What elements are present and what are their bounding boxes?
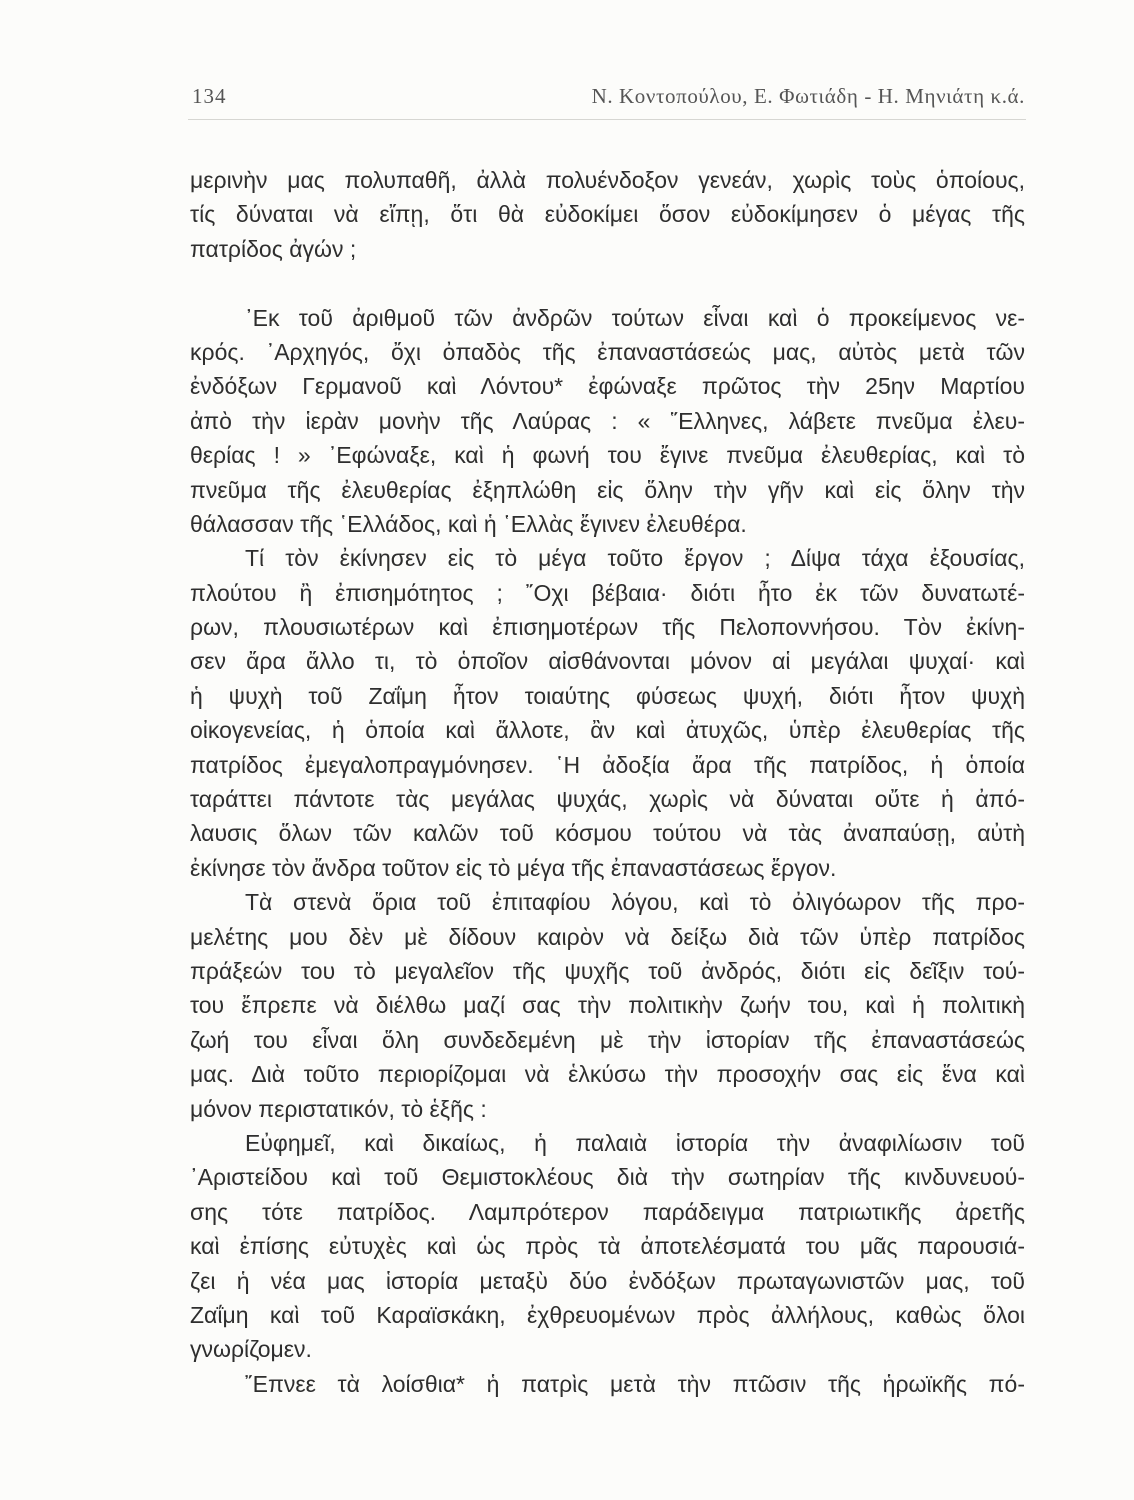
running-head: Ν. Κοντοπούλου, Ε. Φωτιάδη - Η. Μηνιάτη κ.ά. [591,84,1025,108]
paragraph [190,885,1025,1126]
text-line: πράξεών του τὸ μεγαλεῖον τῆς ψυχῆς τοῦ ἀνδρός, διότι εἰς δεῖξιν τού- [190,957,1025,984]
text-line: Ζαΐμη καὶ τοῦ Καραϊσκάκη, ἐχθρευομένων πρὸς ἀλλήλους, καθὼς ὅλοι [190,1301,1025,1328]
text-line: ᾿Αριστείδου καὶ τοῦ Θεμιστοκλέους διὰ τὴν σωτηρίαν τῆς κινδυνευού- [190,1164,1025,1191]
text-line: κρός. ᾿Αρχηγός, ὄχι ὀπαδὸς τῆς ἐπαναστάσεώς μας, αὐτὸς μετὰ τῶν [190,338,1025,365]
paragraph [190,163,1025,266]
text-line: σεν ἄρα ἄλλο τι, τὸ ὁποῖον αἰσθάνονται μόνον αἱ μεγάλαι ψυχαί· καὶ [190,648,1025,675]
page-number: 134 [192,84,227,108]
text-line: μόνον περιστατικόν, τὸ ἑξῆς : [190,1095,487,1122]
text-line: πνεῦμα τῆς ἐλευθερίας ἐξηπλώθη εἰς ὅλην τὴν γῆν καὶ εἰς ὅλην τὴν [190,476,1025,503]
paragraph [190,541,1025,885]
text-line: λαυσις ὅλων τῶν καλῶν τοῦ κόσμου τούτου νὰ τὰς ἀναπαύσῃ, αὐτὴ [190,820,1025,847]
text-line: ζωή του εἶναι ὅλη συνδεδεμένη μὲ τὴν ἱστορίαν τῆς ἐπαναστάσεώς [190,1026,1025,1053]
text-line: ζει ἡ νέα μας ἱστορία μεταξὺ δύο ἐνδόξων πρωταγωνιστῶν μας, τοῦ [190,1267,1025,1294]
text-line: Τὰ στενὰ ὅρια τοῦ ἐπιταφίου λόγου, καὶ τὸ ὀλιγόωρον τῆς προ- [245,889,1025,916]
text-line: πατρίδος ἀγών ; [190,235,357,262]
paragraph [190,301,1025,542]
paragraph [190,1367,1025,1401]
text-line: οἰκογενείας, ἡ ὁποία καὶ ἄλλοτε, ἂν καὶ ἀτυχῶς, ὑπὲρ ἐλευθερίας τῆς [190,717,1025,744]
text-line: καὶ ἐπίσης εὐτυχὲς καὶ ὡς πρὸς τὰ ἀποτελέσματά του μᾶς παρουσιά- [190,1233,1025,1260]
text-line: του ἔπρεπε νὰ διέλθω μαζί σας τὴν πολιτικὴν ζωήν του, καὶ ἡ πολιτικὴ [190,992,1025,1019]
text-line: ἐνδόξων Γερμανοῦ καὶ Λόντου* ἐφώναξε πρῶτος τὴν 25ην Μαρτίου [190,373,1025,400]
header-rule [188,119,1026,120]
text-line: τίς δύναται νὰ εἴπῃ, ὅτι θὰ εὐδοκίμει ὅσον εὐδοκίμησεν ὁ μέγας τῆς [190,201,1025,228]
text-line: Εὐφημεῖ, καὶ δικαίως, ἡ παλαιὰ ἱστορία τὴν ἀναφιλίωσιν τοῦ [245,1129,1025,1156]
paragraph [190,1126,1025,1367]
text-line: μερινὴν μας πολυπαθῆ, ἀλλὰ πολυένδοξον γενεάν, χωρὶς τοὺς ὁποίους, [190,167,1025,193]
text-line: ἀπὸ τὴν ἱερὰν μονὴν τῆς Λαύρας : « ῞Ελληνες, λάβετε πνεῦμα ἐλευ- [190,407,1025,434]
text-line: μας. Διὰ τοῦτο περιορίζομαι νὰ ἑλκύσω τὴν προσοχήν σας εἰς ἕνα καὶ [190,1061,1025,1088]
text-line: ἡ ψυχὴ τοῦ Ζαΐμη ἦτον τοιαύτης φύσεως ψυχή, διότι ἦτον ψυχὴ [190,682,1025,709]
text-line: σης τότε πατρίδος. Λαμπρότερον παράδειγμα πατριωτικῆς ἀρετῆς [190,1198,1025,1225]
text-line: θάλασσαν τῆς ῾Ελλάδος, καὶ ἡ ῾Ελλὰς ἔγινεν ἐλευθέρα. [190,510,747,537]
text-line: ῎Επνεε τὰ λοίσθια* ἡ πατρὶς μετὰ τὴν πτῶσιν τῆς ἡρωϊκῆς πό- [245,1370,1025,1397]
text-line: γνωρίζομεν. [190,1336,312,1363]
text-line: Τί τὸν ἐκίνησεν εἰς τὸ μέγα τοῦτο ἔργον ; Δίψα τάχα ἐξουσίας, [245,545,1025,572]
text-line: θερίας ! » ᾿Εφώναξε, καὶ ἡ φωνή του ἔγινε πνεῦμα ἐλευθερίας, καὶ τὸ [190,442,1025,469]
text-line: ταράττει πάντοτε τὰς μεγάλας ψυχάς, χωρὶς νὰ δύναται οὔτε ἡ ἀπό- [190,786,1025,813]
page-header [190,82,1025,112]
text-line: ρων, πλουσιωτέρων καὶ ἐπισημοτέρων τῆς Πελοποννήσου. Τὸν ἐκίνη- [190,614,1025,641]
text-line: πλούτου ἢ ἐπισημότητος ; ῎Οχι βέβαια· διότι ἦτο ἐκ τῶν δυνατωτέ- [190,579,1025,606]
body-text [190,163,1025,1401]
text-line: πατρίδος ἐμεγαλοπραγμόνησεν. ῾Η ἀδοξία ἄρα τῆς πατρίδος, ἡ ὁποία [190,751,1025,778]
text-line: ᾿Εκ τοῦ ἀριθμοῦ τῶν ἀνδρῶν τούτων εἶναι καὶ ὁ προκείμενος νε- [245,304,1025,331]
text-line: ἐκίνησε τὸν ἄνδρα τοῦτον εἰς τὸ μέγα τῆς ἐπαναστάσεως ἔργον. [190,854,837,881]
text-line: μελέτης μου δὲν μὲ δίδουν καιρὸν νὰ δείξω διὰ τῶν ὑπὲρ πατρίδος [190,923,1025,950]
